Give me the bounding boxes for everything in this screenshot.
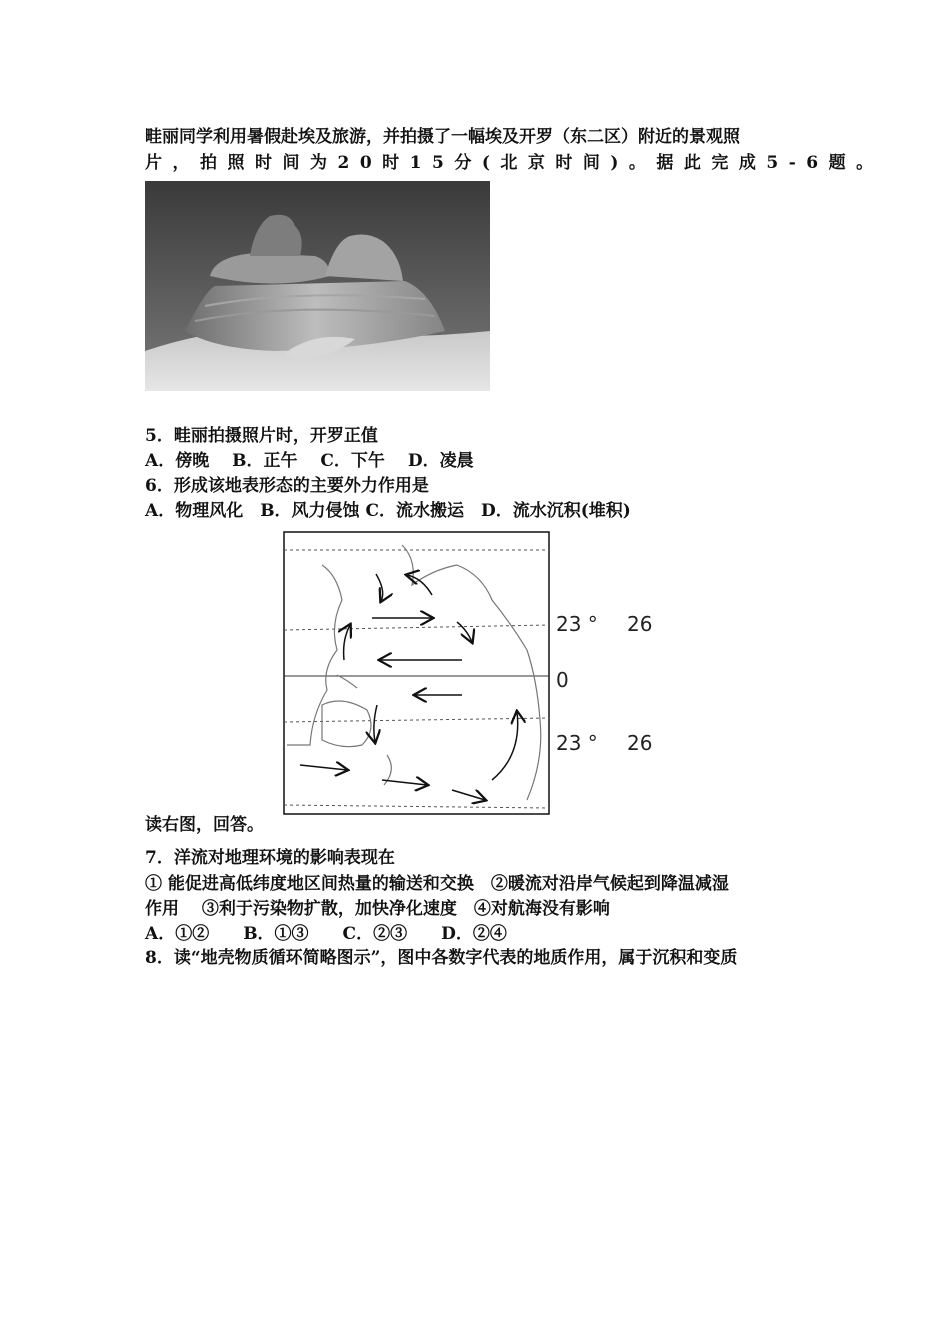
- lat-north-min: 26: [627, 612, 653, 636]
- q5-stem: 5．畦丽拍摄照片时，开罗正值: [145, 426, 378, 446]
- ocean-current-map: [282, 530, 682, 816]
- q8-stem: 8．读“地壳物质循环简略图示”，图中各数字代表的地质作用，属于沉积和变质: [145, 948, 738, 968]
- q6-options: A．物理风化 B．风力侵蚀 C．流水搬运 D．流水沉积(堆积): [145, 501, 631, 521]
- intro-line-1: 畦丽同学利用暑假赴埃及旅游，并拍摄了一幅埃及开罗（东二区）附近的景观照: [145, 127, 740, 147]
- intro-line-2: 片，拍照时间为20时15分(北京时间)。据此完成5-6题。: [145, 153, 884, 173]
- q6-stem: 6．形成该地表形态的主要外力作用是: [145, 476, 429, 496]
- q7-options: A．①② B．①③ C．②③ D．②④: [145, 924, 507, 944]
- q7-stem: 7．洋流对地理环境的影响表现在: [145, 848, 395, 868]
- lat-south-deg: 23 °: [556, 731, 598, 755]
- q7-statement-2: 作用 ③利于污染物扩散，加快净化速度 ④对航海没有影响: [145, 899, 610, 919]
- q5-options: A．傍晚 B．正午 C．下午 D．凌晨: [145, 451, 474, 471]
- lat-south-min: 26: [627, 731, 653, 755]
- q7-statement-1: ① 能促进高低纬度地区间热量的输送和交换 ②暖流对沿岸气候起到降温减湿: [145, 874, 729, 894]
- lat-equator: 0: [556, 668, 569, 692]
- desert-rock-photo: [145, 181, 490, 391]
- lat-north-deg: 23 °: [556, 612, 598, 636]
- read-map-note: 读右图，回答。: [145, 815, 264, 835]
